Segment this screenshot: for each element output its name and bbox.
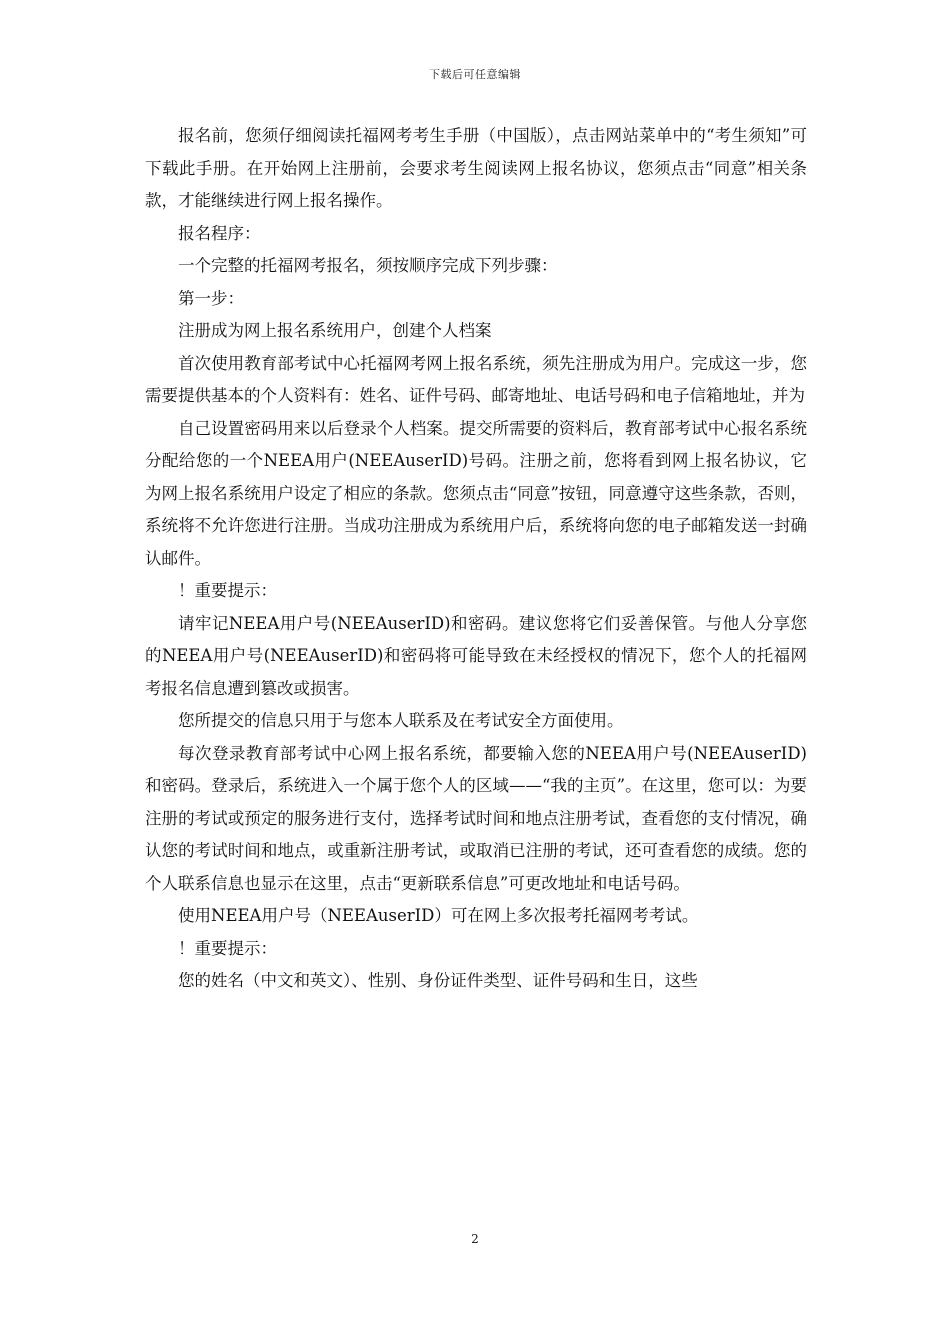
paragraph-important-note-2: ！重要提示： <box>178 938 277 958</box>
paragraph-remember-id: 请牢记NEEA用户号(NEEAuserID)和密码。建议您将它们妥善保管。与他人分享您的NEEA用户号(NEEAuserID)和密码将可能导致在未经授权的情况下，您个人的托福网考报名信息遭到篡改或损害。 <box>145 613 807 698</box>
document-body <box>145 120 807 998</box>
paragraph-step-one: 第一步： <box>178 288 244 308</box>
paragraph-procedure-heading: 报名程序： <box>178 223 261 243</box>
page-header: 下载后可任意编辑 <box>429 68 521 81</box>
paragraph-intro: 报名前，您须仔细阅读托福网考考生手册（中国版），点击网站菜单中的“考生须知”可下载此手册。在开始网上注册前，会要求考生阅读网上报名协议，您须点击“同意”相关条款，才能继续进行网上报名操作。 <box>145 126 807 210</box>
paragraph-important-note-1: ！重要提示： <box>178 581 277 600</box>
paragraph-login: 每次登录教育部考试中心网上报名系统，都要输入您的NEEA用户号(NEEAuserID)和密码。登录后，系统进入一个属于您个人的区域——“我的主页”。在这里，您可以：为要注册的考试或预定的服务进行支付，选择考试时间和地点注册考试，查看您的支付情况，确认您的考试时间和地点，或重新注册考试，或取消已注册的考试，还可查看您的成绩。您的个人联系信息也显示在这里，点击“更新联系信息”可更改地址和电话号码。 <box>145 743 807 893</box>
paragraph-personal-info: 您的姓名（中文和英文）、性别、身份证件类型、证件号码和生日，这些 <box>178 971 698 990</box>
paragraph-multiple-registration: 使用NEEA用户号（NEEAuserID）可在网上多次报考托福网考考试。 <box>178 906 699 925</box>
paragraph-step-one-title: 注册成为网上报名系统用户，创建个人档案 <box>178 321 492 340</box>
page-number: 2 <box>471 1232 479 1246</box>
paragraph-password: 自己设置密码用来以后登录个人档案。提交所需要的资料后，教育部考试中心报名系统分配给您的一个NEEA用户(NEEAuserID)号码。注册之前，您将看到网上报名协议，它为网上报名系统用户设定了相应的条款。您须点击“同意”按钮，同意遵守这些条款，否则，系统将不允许您进行注册。当成功注册成为系统用户后，系统将向您的电子邮箱发送一封确认邮件。 <box>145 418 807 568</box>
paragraph-first-use: 首次使用教育部考试中心托福网考网上报名系统，须先注册成为用户。完成这一步，您需要提供基本的个人资料有：姓名、证件号码、邮寄地址、电话号码和电子信箱地址，并为 <box>145 353 807 405</box>
paragraph-steps-intro: 一个完整的托福网考报名，须按顺序完成下列步骤： <box>178 256 558 275</box>
paragraph-info-usage: 您所提交的信息只用于与您本人联系及在考试安全方面使用。 <box>178 711 624 730</box>
